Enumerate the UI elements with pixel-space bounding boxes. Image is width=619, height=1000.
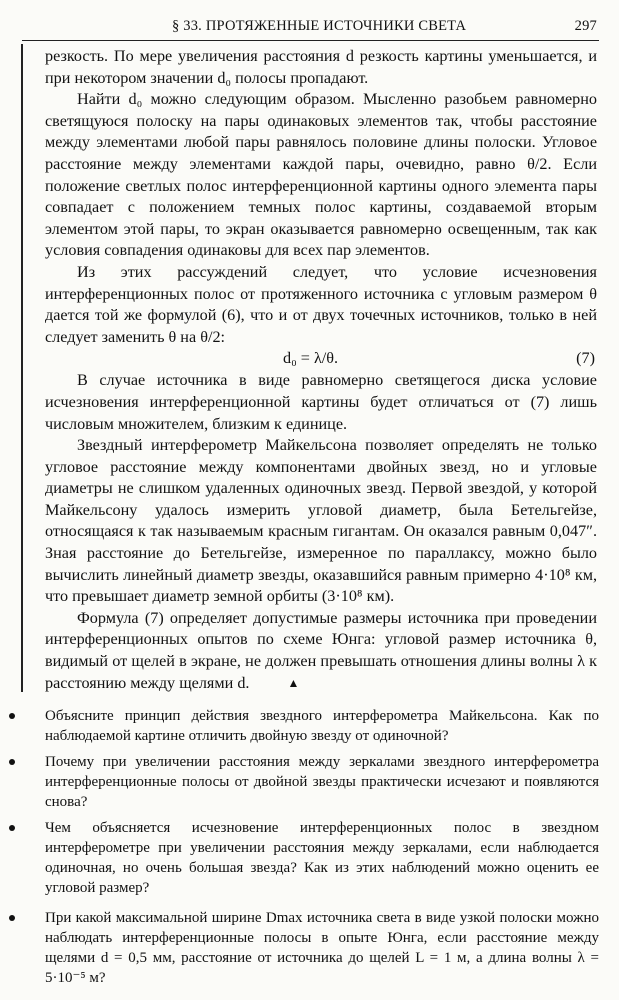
section-title: § 33. ПРОТЯЖЕННЫЕ ИСТОЧНИКИ СВЕТА [172,18,467,34]
question-3 [45,818,599,898]
page-number: 297 [574,18,597,34]
running-header [22,14,599,41]
formula-number: (7) [576,349,595,368]
question-2-text: Почему при увеличении расстояния между зеркалами звездного интерферометра интерференционные полосы от двойной звезды практически исчезают и появляются снова? [45,754,599,810]
end-of-section-triangle-icon: ▲ [287,675,300,690]
formula-expression: d₀ = λ/θ. [283,349,339,368]
bullet-icon [9,915,15,921]
question-2 [45,752,599,812]
formula-7 [45,348,597,370]
paragraph-4: В случае источника в виде равномерно светящегося диска условие исчезновения интерференционной картины будет отличаться от (7) лишь числовым множителем, близким к единице. [45,371,597,433]
bullet-icon [9,759,15,765]
question-4 [45,908,599,988]
paragraph-5: Звездный интерферометр Майкельсона позволяет определять не только угловое расстояние между компонентами двойных звезд, но и угловые диаметры не слишком удаленных одиночных звезд. Первой звездой, у которой Майкельсону удалось измерить угловой диаметр, была Бетельгейзе, относящаяся к так называемым красным гигантам. Он оказался равным 0,047″. Зная расстояние до Бетельгейзе, измеренное по параллаксу, можно было вычислить линейный диаметр звезды, оказавшийся равным примерно 4·10⁸ км, что превышает диаметр земной орбиты (3·10⁸ км). [45,436,597,606]
paragraph-2: Найти d₀ можно следующим образом. Мысленно разобьем равномерно светящуюся полоску на пары одинаковых элементов так, чтобы расстояние между элементами любой пары равнялось половине длины полоски. Угловое расстояние между элементами каждой пары, очевидно, равно θ/2. Если положение светлых полос интерференционной картины одного элемента пары совпадает с положением темных полос картины, создаваемой вторым элементом этой пары, то экран оказывается равномерно освещенным, так как условия совпадения одинаковы для всех пар элементов. [45,90,597,260]
question-3-text: Чем объясняется исчезновение интерференционных полос в звездном интерферометре при увеличении расстояния между зеркалами, если наблюдается одиночная, но очень большая звезда? Как из этих наблюдений можно оценить ее угловой размер? [45,820,599,896]
bullet-icon [9,713,15,719]
paragraph-6 [45,608,597,694]
margin-rule [21,44,23,692]
paragraph-3: Из этих рассуждений следует, что условие исчезновения интерференционных полос от протяженного источника с угловым размером θ дается той же формулой (6), что и от двух точечных источников, только в ней следует заменить θ на θ/2: [45,262,597,346]
main-text [45,46,597,694]
bullet-icon [9,825,15,831]
paragraph-6-text: Формула (7) определяет допустимые размеры источника при проведении интерференционных опытов по схеме Юнга: угловой размер источника θ, видимый от щелей в экране, не должен превышать отношения длины волны λ к расстоянию между щелями d. [45,608,597,692]
question-1-text: Объясните принцип действия звездного интерферометра Майкельсона. Как по наблюдаемой картине отличить двойную звезду от одиночной? [45,708,599,744]
question-1 [45,706,599,746]
question-4-text: При какой максимальной ширине Dmax источника света в виде узкой полоски можно наблюдать интерференционные полосы в опыте Юнга, если расстояние между щелями d = 0,5 мм, расстояние от источника до щелей L = 1 м, а длина волны λ = 5·10⁻⁵ м? [45,910,599,986]
paragraph-1: резкость. По мере увеличения расстояния d резкость картины уменьшается, и при некотором значении d₀ полосы пропадают. [45,47,597,87]
